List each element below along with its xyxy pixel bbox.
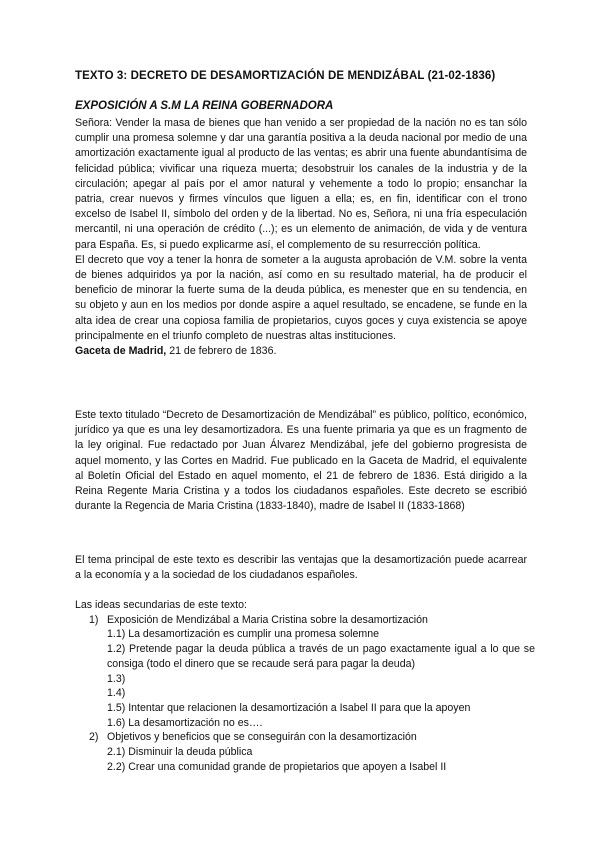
theme-paragraph: El tema principal de este texto es describir las ventajas que la desamortización puede acarrear a la economía y a la sociedad de los ciudadanos españoles. [75,554,527,582]
quoted-text [75,116,527,359]
document-subtitle: EXPOSICIÓN A S.M LA REINA GOBERNADORA [75,100,334,112]
idea-item [75,730,535,745]
sub-idea-item: 1.3) [107,672,126,685]
idea-number: 2) [89,731,99,744]
sub-idea-item: 2.1) Disminuir la deuda pública [107,746,253,759]
analysis-section [75,408,527,514]
source-name: Gaceta de Madrid, [75,345,167,358]
sub-idea-item: 1.6) La desamortización no es…. [107,716,263,729]
sub-idea-item: 2.2) Crear una comunidad grande de propietarios que apoyen a Isabel II [107,760,447,773]
idea-item [75,613,535,628]
ideas-intro: Las ideas secundarias de este texto: [75,599,247,611]
ideas-list [75,598,535,774]
source-date: 21 de febrero de 1836. [166,345,277,358]
idea-text: Objetivos y beneficios que se conseguirán con la desamortización [107,731,417,744]
quote-paragraph: Señora: Vender la masa de bienes que han venido a ser propiedad de la nación no es tan sólo cumplir una promesa solemne y dar una garantía positiva a la deuda nacional por medio de una amortización exactamente igual al producto de las ventas; es abrir una fuente abundantísima de felicidad pública; vivificar una riqueza muerta; desobstruir los canales de la industria y de la circulación; apegar al país por el amor natural y vehemente a todo lo propio; ensanchar la patria, crear nuevos y firmes vínculos que liguen a ella; es, en fin, identificar con el trono excelso de Isabel II, símbolo del orden y de la libertad. No es, Señora, ni una fría especulación mercantil, ni una operación de crédito (...); es un elemento de animación, de vida y de ventura para España. Es, si puedo explicarme así, el complemento de su resurrección política. [75,117,527,251]
quote-paragraph: El decreto que voy a tener la honra de someter a la augusta aprobación de V.M. sobre la venta de bienes adquiridos ya por la nación, así como en su resultado material, ha de producir el beneficio de minorar la fuerte suma de la deuda pública, es menester que en su tendencia, en su objeto y aun en los medios por donde aspire a aquel resultado, se encadene, se funde en la alta idea de crear una copiosa familia de propietarios, cuyos goces y cuya existencia se apoye principalmente en el triunfo completo de nuestras altas instituciones. [75,253,527,342]
analysis-paragraph: Este texto titulado “Decreto de Desamortización de Mendizábal” es público, político, económico, jurídico ya que es una ley desamortizadora. Es una fuente primaria ya que es un fragmento de la ley original. Fue redactado por Juan Álvarez Mendizábal, jefe del gobierno progresista de aquel momento, y las Cortes en Madrid. Fue publicado en la Gaceta de Madrid, el equivalente al Boletín Oficial del Estado en aquel momento, el 21 de febrero de 1836. Está dirigido a la Reina Regente Maria Cristina y a todos los ciudadanos españoles. Este decreto se escribió durante la Regencia de Maria Cristina (1833-1840), madre de Isabel II (1833-1868) [75,409,527,513]
document-title: TEXTO 3: DECRETO DE DESAMORTIZACIÓN DE MENDIZÁBAL (21-02-1836) [75,70,496,82]
sub-idea-item: 1.1) La desamortización es cumplir una promesa solemne [107,628,380,641]
quote-source [75,344,527,359]
sub-idea-item: 1.4) [107,687,126,700]
idea-number: 1) [89,613,99,626]
sub-idea-item: 1.5) Intentar que relacionen la desamortización a Isabel II para que la apoyen [107,701,471,714]
idea-text: Exposición de Mendizábal a Maria Cristina sobre la desamortización [107,613,428,626]
sub-idea-item: 1.2) Pretende pagar la deuda pública a través de un pago exactamente igual a lo que se consiga (todo el dinero que se recaude será para pagar la deuda) [107,643,535,670]
